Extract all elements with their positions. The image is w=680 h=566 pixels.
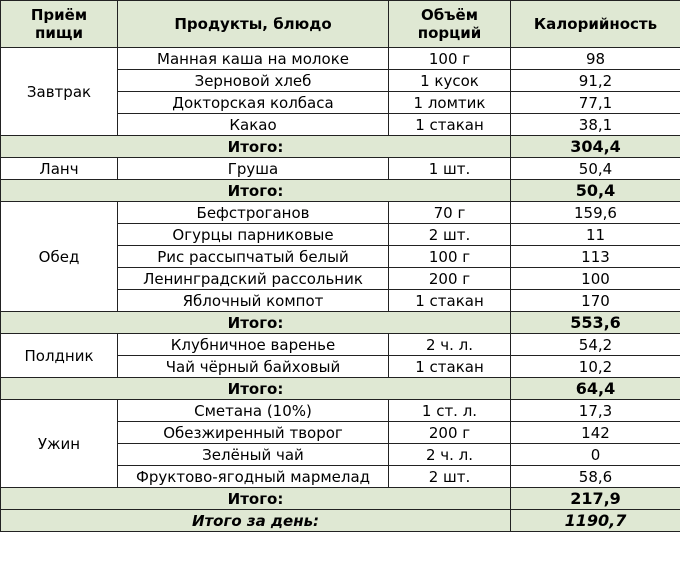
grand-total-row: [1, 510, 680, 532]
subtotal-value: 50,4: [511, 180, 680, 202]
portion-cell: 1 кусок: [389, 70, 511, 92]
product-cell: Какао: [118, 114, 389, 136]
header-row: [1, 1, 680, 48]
product-cell: Бефстроганов: [118, 202, 389, 224]
calories-cell: 54,2: [511, 334, 680, 356]
subtotal-value: 553,6: [511, 312, 680, 334]
calories-cell: 77,1: [511, 92, 680, 114]
product-cell: Чай чёрный байховый: [118, 356, 389, 378]
subtotal-label: Итого:: [1, 312, 511, 334]
subtotal-row: [1, 378, 680, 400]
table-row: [1, 202, 680, 224]
calories-cell: 0: [511, 444, 680, 466]
portion-cell: 1 ломтик: [389, 92, 511, 114]
portion-cell: 1 стакан: [389, 356, 511, 378]
subtotal-label: Итого:: [1, 488, 511, 510]
header-product: Продукты, блюдо: [118, 1, 389, 48]
table-row: [1, 400, 680, 422]
calories-cell: 38,1: [511, 114, 680, 136]
portion-cell: 1 стакан: [389, 114, 511, 136]
product-cell: Манная каша на молоке: [118, 48, 389, 70]
calories-cell: 10,2: [511, 356, 680, 378]
calories-cell: 113: [511, 246, 680, 268]
portion-cell: 200 г: [389, 422, 511, 444]
subtotal-value: 304,4: [511, 136, 680, 158]
subtotal-row: [1, 488, 680, 510]
table-row: [1, 334, 680, 356]
calories-cell: 11: [511, 224, 680, 246]
calories-cell: 170: [511, 290, 680, 312]
table-row: [1, 48, 680, 70]
meal-name: Ланч: [1, 158, 118, 180]
product-cell: Ленинградский рассольник: [118, 268, 389, 290]
calories-cell: 50,4: [511, 158, 680, 180]
product-cell: Обезжиренный творог: [118, 422, 389, 444]
meal-name: Полдник: [1, 334, 118, 378]
grand-total-value: 1190,7: [511, 510, 680, 532]
product-cell: Зелёный чай: [118, 444, 389, 466]
header-meal: [1, 1, 118, 48]
subtotal-label: Итого:: [1, 378, 511, 400]
meal-name: Обед: [1, 202, 118, 312]
calories-cell: 100: [511, 268, 680, 290]
portion-cell: 2 шт.: [389, 224, 511, 246]
calories-cell: 98: [511, 48, 680, 70]
product-cell: Огурцы парниковые: [118, 224, 389, 246]
subtotal-value: 217,9: [511, 488, 680, 510]
header-portion: [389, 1, 511, 48]
header-portion-line2: порций: [417, 24, 482, 42]
portion-cell: 2 ч. л.: [389, 334, 511, 356]
subtotal-row: [1, 180, 680, 202]
portion-cell: 1 шт.: [389, 158, 511, 180]
portion-cell: 1 ст. л.: [389, 400, 511, 422]
portion-cell: 70 г: [389, 202, 511, 224]
product-cell: Докторская колбаса: [118, 92, 389, 114]
subtotal-label: Итого:: [1, 180, 511, 202]
portion-cell: 1 стакан: [389, 290, 511, 312]
meal-name: Ужин: [1, 400, 118, 488]
calories-cell: 58,6: [511, 466, 680, 488]
product-cell: Фруктово-ягодный мармелад: [118, 466, 389, 488]
header-calories: Калорийность: [511, 1, 680, 48]
product-cell: Груша: [118, 158, 389, 180]
product-cell: Рис рассыпчатый белый: [118, 246, 389, 268]
portion-cell: 200 г: [389, 268, 511, 290]
subtotal-row: [1, 312, 680, 334]
calories-cell: 17,3: [511, 400, 680, 422]
meal-name: Завтрак: [1, 48, 118, 136]
subtotal-value: 64,4: [511, 378, 680, 400]
subtotal-row: [1, 136, 680, 158]
portion-cell: 100 г: [389, 246, 511, 268]
grand-total-label: Итого за день:: [1, 510, 511, 532]
product-cell: Сметана (10%): [118, 400, 389, 422]
product-cell: Зерновой хлеб: [118, 70, 389, 92]
portion-cell: 2 шт.: [389, 466, 511, 488]
header-meal-line2: пищи: [35, 24, 83, 42]
portion-cell: 2 ч. л.: [389, 444, 511, 466]
calories-cell: 91,2: [511, 70, 680, 92]
table-row: [1, 158, 680, 180]
product-cell: Клубничное варенье: [118, 334, 389, 356]
header-portion-line1: Объём: [421, 6, 478, 24]
portion-cell: 100 г: [389, 48, 511, 70]
calories-cell: 159,6: [511, 202, 680, 224]
header-meal-line1: Приём: [30, 6, 88, 24]
calories-cell: 142: [511, 422, 680, 444]
subtotal-label: Итого:: [1, 136, 511, 158]
product-cell: Яблочный компот: [118, 290, 389, 312]
